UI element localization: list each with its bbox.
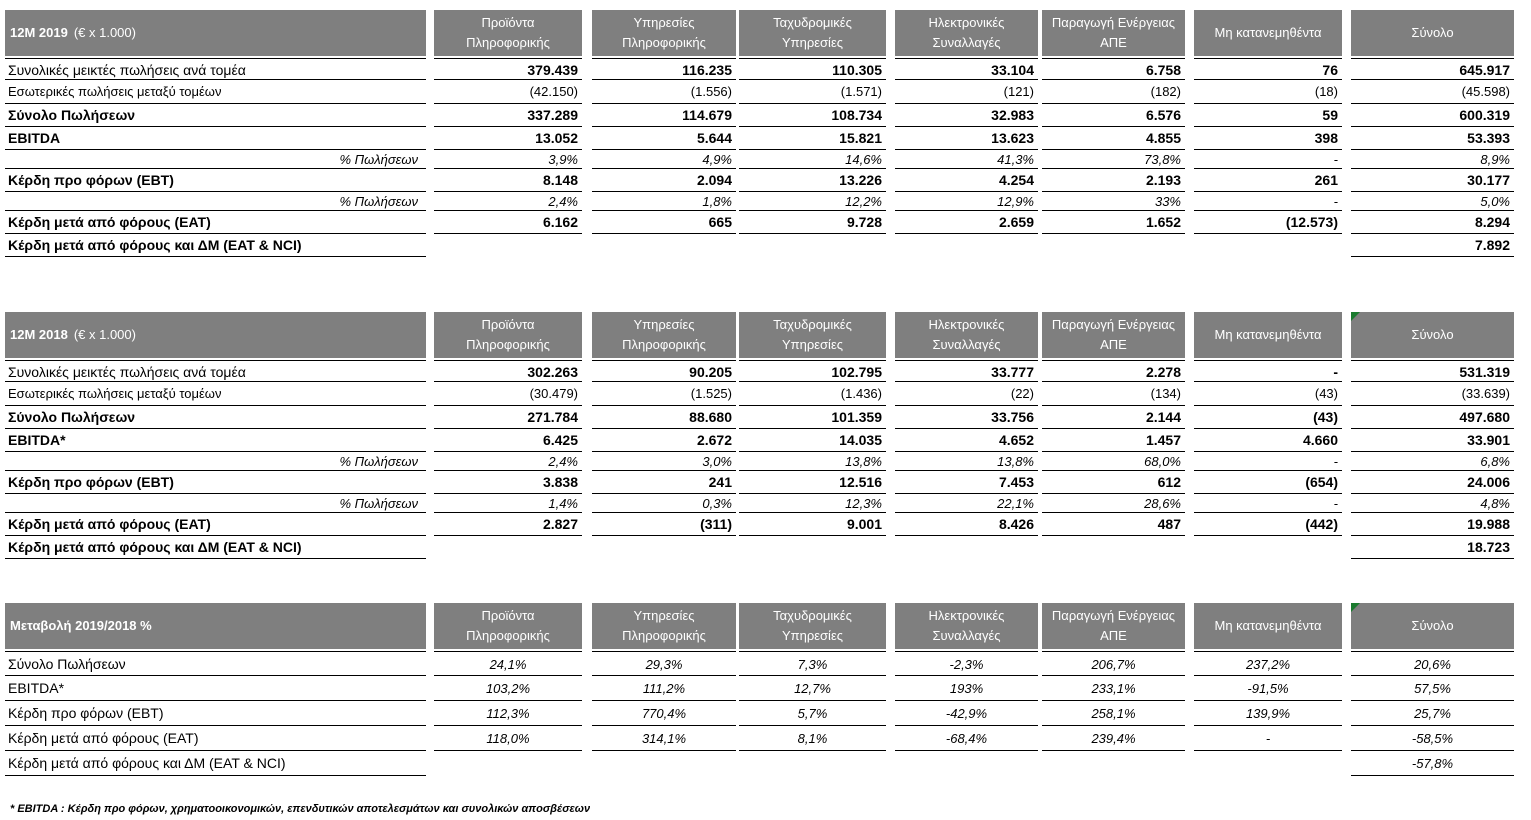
column-header-2: Ταχυδρομικές Υπηρεσίες [739, 10, 886, 56]
value-cell: 1.652 [1042, 211, 1185, 234]
value-cell: 139,9% [1194, 701, 1342, 726]
value-cell: (1.571) [739, 80, 886, 104]
table-row [5, 429, 1517, 452]
value-cell: 59 [1194, 104, 1342, 127]
row-label: EBITDA* [5, 429, 426, 452]
table-row [5, 382, 1517, 406]
value-cell: 3,9% [434, 150, 582, 169]
value-cell: 8,1% [739, 726, 886, 751]
value-cell: 108.734 [739, 104, 886, 127]
value-cell: 102.795 [739, 360, 886, 382]
table-row [5, 494, 1517, 513]
value-cell: 2.094 [592, 169, 736, 192]
column-header-1: Υπηρεσίες Πληροφορικής [592, 312, 736, 358]
row-label: Κέρδη μετά από φόρους (EAT) [5, 211, 426, 234]
value-cell: 22,1% [895, 494, 1038, 513]
value-cell: 13.052 [434, 127, 582, 150]
value-cell [1042, 751, 1185, 776]
table-row [5, 751, 1517, 776]
column-header-1: Υπηρεσίες Πληροφορικής [592, 603, 736, 649]
value-cell: 19.988 [1351, 513, 1514, 536]
value-cell: 111,2% [592, 676, 736, 701]
table-row [5, 452, 1517, 471]
row-label: Εσωτερικές πωλήσεις μεταξύ τομέων [5, 382, 426, 406]
row-label: % Πωλήσεων [5, 150, 426, 169]
value-cell: 379.439 [434, 58, 582, 80]
column-header-4: Παραγωγή Ενέργειας ΑΠΕ [1042, 312, 1185, 358]
column-header-2: Ταχυδρομικές Υπηρεσίες [739, 312, 886, 358]
row-label: Συνολικές μεικτές πωλήσεις ανά τομέα [5, 58, 426, 80]
value-cell: 2.278 [1042, 360, 1185, 382]
table-row [5, 726, 1517, 751]
value-cell: -2,3% [895, 651, 1038, 676]
value-cell: - [1194, 494, 1342, 513]
table-title-cell [5, 312, 426, 358]
column-header-6: Σύνολο [1351, 312, 1514, 358]
value-cell: 29,3% [592, 651, 736, 676]
value-cell: 4.855 [1042, 127, 1185, 150]
value-cell: (42.150) [434, 80, 582, 104]
value-cell: - [1194, 192, 1342, 211]
value-cell: (33.639) [1351, 382, 1514, 406]
value-cell: 1,4% [434, 494, 582, 513]
value-cell: 12,7% [739, 676, 886, 701]
value-cell: (311) [592, 513, 736, 536]
table-row [5, 192, 1517, 211]
column-header-6: Σύνολο [1351, 603, 1514, 649]
row-label: EBITDA [5, 127, 426, 150]
value-cell: 1.457 [1042, 429, 1185, 452]
value-cell: 193% [895, 676, 1038, 701]
value-cell: 7.892 [1351, 234, 1514, 257]
value-cell [1042, 536, 1185, 559]
value-cell [895, 234, 1038, 257]
row-label: Συνολικές μεικτές πωλήσεις ανά τομέα [5, 360, 426, 382]
value-cell: (442) [1194, 513, 1342, 536]
table-row [5, 701, 1517, 726]
value-cell: (1.436) [739, 382, 886, 406]
value-cell [434, 234, 582, 257]
value-cell: 770,4% [592, 701, 736, 726]
column-header-3: Ηλεκτρονικές Συναλλαγές [895, 312, 1038, 358]
value-cell: -42,9% [895, 701, 1038, 726]
value-cell: (182) [1042, 80, 1185, 104]
value-cell: 4.660 [1194, 429, 1342, 452]
value-cell: 258,1% [1042, 701, 1185, 726]
value-cell: (654) [1194, 471, 1342, 494]
value-cell: 6.576 [1042, 104, 1185, 127]
value-cell [434, 536, 582, 559]
value-cell: (121) [895, 80, 1038, 104]
row-label: EBITDA* [5, 676, 426, 701]
value-cell: 118,0% [434, 726, 582, 751]
row-label: Κέρδη προ φόρων (EBT) [5, 471, 426, 494]
value-cell: 487 [1042, 513, 1185, 536]
value-cell [1194, 234, 1342, 257]
value-cell [739, 536, 886, 559]
value-cell: 116.235 [592, 58, 736, 80]
segment-table-1 [5, 10, 1517, 257]
row-label: Κέρδη μετά από φόρους και ΔΜ (EAT & NCI) [5, 234, 426, 257]
value-cell: 6,8% [1351, 452, 1514, 471]
column-header-5: Μη κατανεμηθέντα [1194, 10, 1342, 56]
table-row [5, 651, 1517, 676]
value-cell: -68,4% [895, 726, 1038, 751]
value-cell: 33.901 [1351, 429, 1514, 452]
value-cell: 645.917 [1351, 58, 1514, 80]
segment-table-3 [5, 603, 1517, 776]
row-label: Κέρδη μετά από φόρους (EAT) [5, 726, 426, 751]
value-cell: -58,5% [1351, 726, 1514, 751]
value-cell: 2,4% [434, 452, 582, 471]
value-cell: 7,3% [739, 651, 886, 676]
value-cell [895, 536, 1038, 559]
value-cell: (1.525) [592, 382, 736, 406]
value-cell: 13.623 [895, 127, 1038, 150]
value-cell: 15.821 [739, 127, 886, 150]
value-cell: 114.679 [592, 104, 736, 127]
value-cell: 13,8% [895, 452, 1038, 471]
value-cell: 612 [1042, 471, 1185, 494]
table-row [5, 150, 1517, 169]
table-row [5, 58, 1517, 80]
value-cell: (22) [895, 382, 1038, 406]
value-cell: 302.263 [434, 360, 582, 382]
value-cell: 33.104 [895, 58, 1038, 80]
value-cell [1042, 234, 1185, 257]
value-cell: 73,8% [1042, 150, 1185, 169]
column-header-5: Μη κατανεμηθέντα [1194, 312, 1342, 358]
value-cell: 12,2% [739, 192, 886, 211]
row-label: Σύνολο Πωλήσεων [5, 104, 426, 127]
value-cell: 8.426 [895, 513, 1038, 536]
value-cell: 18.723 [1351, 536, 1514, 559]
value-cell: 6.162 [434, 211, 582, 234]
value-cell: 3,0% [592, 452, 736, 471]
table-row [5, 360, 1517, 382]
row-label: Σύνολο Πωλήσεων [5, 406, 426, 429]
value-cell: (18) [1194, 80, 1342, 104]
value-cell: 665 [592, 211, 736, 234]
segment-table-2 [5, 312, 1517, 559]
row-label: Κέρδη προ φόρων (EBT) [5, 169, 426, 192]
value-cell: 88.680 [592, 406, 736, 429]
value-cell: 12,3% [739, 494, 886, 513]
value-cell: 8.148 [434, 169, 582, 192]
table-header [5, 312, 1517, 360]
value-cell: 7.453 [895, 471, 1038, 494]
value-cell [592, 536, 736, 559]
table-unit: (€ x 1.000) [73, 327, 136, 342]
value-cell: 531.319 [1351, 360, 1514, 382]
row-label: % Πωλήσεων [5, 192, 426, 211]
value-cell: (43) [1194, 382, 1342, 406]
value-cell: 206,7% [1042, 651, 1185, 676]
value-cell: 2.827 [434, 513, 582, 536]
column-header-3: Ηλεκτρονικές Συναλλαγές [895, 10, 1038, 56]
value-cell: 33.756 [895, 406, 1038, 429]
value-cell: 4,8% [1351, 494, 1514, 513]
table-row [5, 127, 1517, 150]
value-cell [1194, 536, 1342, 559]
value-cell: 241 [592, 471, 736, 494]
value-cell: 2.193 [1042, 169, 1185, 192]
table-row [5, 536, 1517, 559]
value-cell [434, 751, 582, 776]
value-cell: 14.035 [739, 429, 886, 452]
table-title-cell [5, 603, 426, 649]
value-cell: 90.205 [592, 360, 736, 382]
value-cell: 13.226 [739, 169, 886, 192]
value-cell: 57,5% [1351, 676, 1514, 701]
value-cell: 2,4% [434, 192, 582, 211]
value-cell: 13,8% [739, 452, 886, 471]
value-cell [592, 234, 736, 257]
value-cell: (134) [1042, 382, 1185, 406]
value-cell: 33.777 [895, 360, 1038, 382]
value-cell [1194, 751, 1342, 776]
value-cell: 110.305 [739, 58, 886, 80]
value-cell: - [1194, 150, 1342, 169]
value-cell: 2.659 [895, 211, 1038, 234]
table-row [5, 211, 1517, 234]
table-row [5, 406, 1517, 429]
table-header [5, 603, 1517, 651]
value-cell: 1,8% [592, 192, 736, 211]
value-cell: 8.294 [1351, 211, 1514, 234]
value-cell: 32.983 [895, 104, 1038, 127]
value-cell: 24,1% [434, 651, 582, 676]
value-cell: - [1194, 726, 1342, 751]
value-cell: 8,9% [1351, 150, 1514, 169]
value-cell: 600.319 [1351, 104, 1514, 127]
value-cell: 103,2% [434, 676, 582, 701]
column-header-4: Παραγωγή Ενέργειας ΑΠΕ [1042, 10, 1185, 56]
column-header-3: Ηλεκτρονικές Συναλλαγές [895, 603, 1038, 649]
table-header [5, 10, 1517, 58]
column-header-0: Προϊόντα Πληροφορικής [434, 10, 582, 56]
table-unit: (€ x 1.000) [73, 25, 136, 40]
value-cell: 76 [1194, 58, 1342, 80]
table-title-cell [5, 10, 426, 56]
row-label: Εσωτερικές πωλήσεις μεταξύ τομέων [5, 80, 426, 104]
value-cell: 25,7% [1351, 701, 1514, 726]
table-row [5, 513, 1517, 536]
value-cell [739, 234, 886, 257]
row-label: % Πωλήσεων [5, 494, 426, 513]
column-header-1: Υπηρεσίες Πληροφορικής [592, 10, 736, 56]
value-cell: 314,1% [592, 726, 736, 751]
value-cell: 30.177 [1351, 169, 1514, 192]
value-cell: (43) [1194, 406, 1342, 429]
value-cell: 398 [1194, 127, 1342, 150]
value-cell: 6.425 [434, 429, 582, 452]
value-cell: 4.254 [895, 169, 1038, 192]
value-cell: -57,8% [1351, 751, 1514, 776]
value-cell: 3.838 [434, 471, 582, 494]
value-cell: 0,3% [592, 494, 736, 513]
column-header-0: Προϊόντα Πληροφορικής [434, 312, 582, 358]
ebitda-footnote: * EBITDA : Κέρδη προ φόρων, χρηματοοικονομικών, επενδυτικών αποτελεσμάτων και συνολικών αποσβέσεων [10, 803, 591, 815]
value-cell: 28,6% [1042, 494, 1185, 513]
value-cell: 4,9% [592, 150, 736, 169]
value-cell: - [1194, 452, 1342, 471]
value-cell: (45.598) [1351, 80, 1514, 104]
table-title: Μεταβολή 2019/2018 % [10, 618, 152, 633]
value-cell: 41,3% [895, 150, 1038, 169]
value-cell: 12.516 [739, 471, 886, 494]
value-cell: (30.479) [434, 382, 582, 406]
value-cell [739, 751, 886, 776]
row-label: Κέρδη μετά από φόρους και ΔΜ (EAT & NCI) [5, 751, 426, 776]
table-row [5, 234, 1517, 257]
value-cell: 68,0% [1042, 452, 1185, 471]
value-cell: - [1194, 360, 1342, 382]
value-cell: -91,5% [1194, 676, 1342, 701]
value-cell: 261 [1194, 169, 1342, 192]
row-label: % Πωλήσεων [5, 452, 426, 471]
value-cell: 2.672 [592, 429, 736, 452]
row-label: Κέρδη μετά από φόρους (EAT) [5, 513, 426, 536]
value-cell: 497.680 [1351, 406, 1514, 429]
table-row [5, 80, 1517, 104]
value-cell: 12,9% [895, 192, 1038, 211]
value-cell: 271.784 [434, 406, 582, 429]
cell-comment-marker-icon [1351, 603, 1360, 612]
value-cell: 239,4% [1042, 726, 1185, 751]
value-cell: 237,2% [1194, 651, 1342, 676]
table-row [5, 471, 1517, 494]
row-label: Σύνολο Πωλήσεων [5, 651, 426, 676]
value-cell: 337.289 [434, 104, 582, 127]
value-cell: 2.144 [1042, 406, 1185, 429]
column-header-6: Σύνολο [1351, 10, 1514, 56]
value-cell: 9.001 [739, 513, 886, 536]
table-row [5, 169, 1517, 192]
value-cell: 101.359 [739, 406, 886, 429]
value-cell: 9.728 [739, 211, 886, 234]
column-header-4: Παραγωγή Ενέργειας ΑΠΕ [1042, 603, 1185, 649]
column-header-0: Προϊόντα Πληροφορικής [434, 603, 582, 649]
value-cell: 6.758 [1042, 58, 1185, 80]
value-cell: 24.006 [1351, 471, 1514, 494]
value-cell: 4.652 [895, 429, 1038, 452]
value-cell: 14,6% [739, 150, 886, 169]
column-header-5: Μη κατανεμηθέντα [1194, 603, 1342, 649]
table-title: 12M 2018 [10, 327, 68, 342]
value-cell: 112,3% [434, 701, 582, 726]
table-row [5, 104, 1517, 127]
value-cell [592, 751, 736, 776]
value-cell: 33% [1042, 192, 1185, 211]
value-cell: (12.573) [1194, 211, 1342, 234]
value-cell: 5.644 [592, 127, 736, 150]
row-label: Κέρδη μετά από φόρους και ΔΜ (EAT & NCI) [5, 536, 426, 559]
column-header-2: Ταχυδρομικές Υπηρεσίες [739, 603, 886, 649]
table-title: 12M 2019 [10, 25, 68, 40]
value-cell: 5,7% [739, 701, 886, 726]
value-cell: 20,6% [1351, 651, 1514, 676]
value-cell: 5,0% [1351, 192, 1514, 211]
value-cell: (1.556) [592, 80, 736, 104]
value-cell: 233,1% [1042, 676, 1185, 701]
cell-comment-marker-icon [1351, 312, 1360, 321]
table-row [5, 676, 1517, 701]
value-cell: 53.393 [1351, 127, 1514, 150]
row-label: Κέρδη προ φόρων (EBT) [5, 701, 426, 726]
value-cell [895, 751, 1038, 776]
